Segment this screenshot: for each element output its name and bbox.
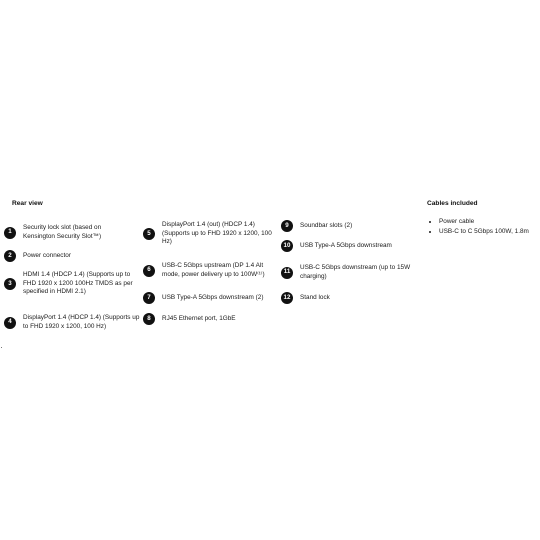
port-item-12	[281, 292, 412, 304]
port-number-badge: 3	[4, 278, 16, 290]
port-item-3	[4, 271, 143, 297]
port-label: USB Type-A 5Gbps downstream	[300, 241, 392, 249]
port-number-badge: 9	[281, 220, 293, 232]
port-label: DisplayPort 1.4 (out) (HDCP 1.4) (Supports up to FHD 1920 x 1200, 100 Hz)	[162, 221, 272, 246]
port-label: DisplayPort 1.4 (HDCP 1.4) (Supports up to FHD 1920 x 1200, 100 Hz)	[23, 314, 140, 330]
port-label: Soundbar slots (2)	[300, 221, 353, 229]
port-label: USB-C 5Gbps upstream (DP 1.4 Alt mode, power delivery up to 100W⁽¹⁾)	[162, 262, 265, 278]
port-number-badge: 7	[143, 292, 155, 304]
port-label: Security lock slot (based on Kensington Security Slot™)	[23, 224, 102, 240]
port-label: Power connector	[23, 251, 71, 259]
port-number-badge: 4	[4, 317, 16, 329]
port-number-badge: 12	[281, 292, 293, 304]
port-label: RJ45 Ethernet port, 1GbE	[162, 314, 236, 322]
port-number-badge: 8	[143, 313, 155, 325]
port-label: USB Type-A 5Gbps downstream (2)	[162, 293, 264, 301]
port-item-9	[281, 220, 412, 232]
port-number-badge: 1	[4, 227, 16, 239]
port-item-5	[143, 221, 274, 247]
port-number-badge: 6	[143, 265, 155, 277]
port-item-11	[281, 264, 412, 281]
port-item-4	[4, 314, 143, 331]
port-label: Stand lock	[300, 293, 330, 301]
rear-view-heading: Rear view	[12, 200, 43, 207]
port-item-7	[143, 292, 274, 304]
port-number-badge: 11	[281, 267, 293, 279]
cables-list-item: • Power cable	[439, 217, 529, 227]
port-item-6	[143, 262, 274, 279]
port-item-1	[4, 224, 115, 241]
port-number-badge: 2	[4, 250, 16, 262]
port-label: USB-C 5Gbps downstream (up to 15W charging)	[300, 264, 411, 280]
port-number-badge: 10	[281, 240, 293, 252]
stray-dot	[1, 347, 2, 348]
port-item-2	[4, 250, 115, 262]
cables-list-item: • USB-C to C 5Gbps 100W, 1.8m	[439, 227, 529, 237]
port-number-badge: 5	[143, 228, 155, 240]
cables-included-heading: Cables included	[427, 200, 478, 207]
port-item-8	[143, 313, 274, 325]
cables-list	[430, 217, 529, 236]
port-item-10	[281, 240, 412, 252]
port-label: HDMI 1.4 (HDCP 1.4) (Supports up to FHD 1920 x 1200 100Hz TMDS as per specified in HDMI 2.1)	[23, 271, 133, 296]
